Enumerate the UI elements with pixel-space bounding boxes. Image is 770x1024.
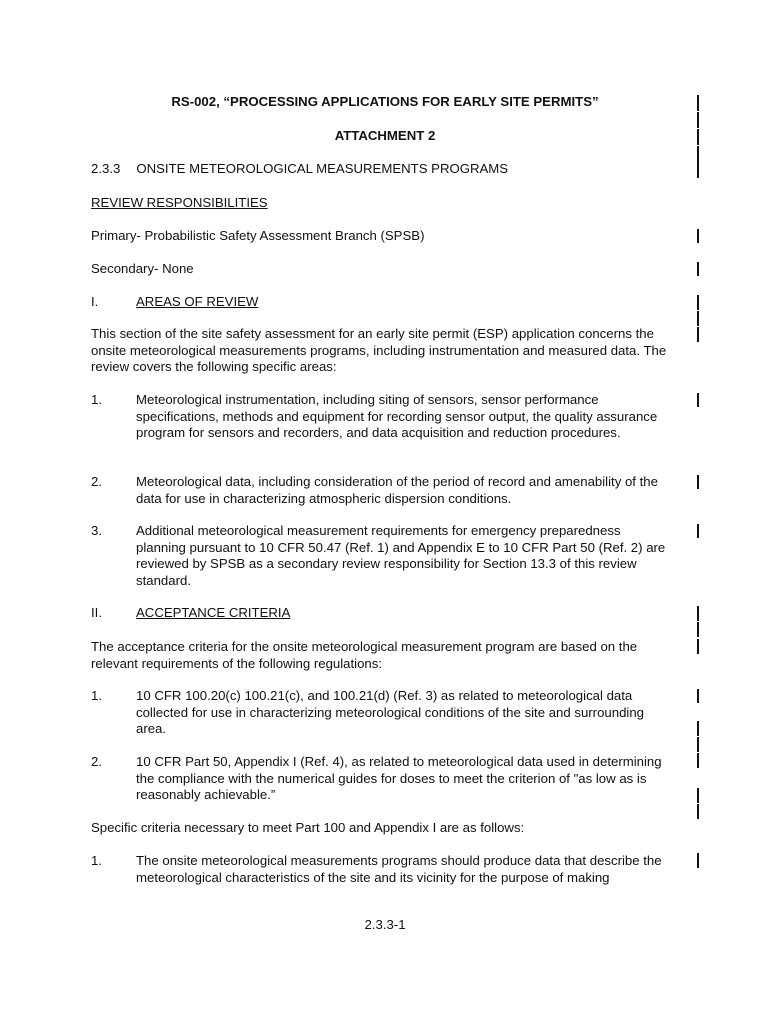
revision-bar [697,475,699,489]
list-number: 3. [91,523,102,538]
section-title: ONSITE METEOROLOGICAL MEASUREMENTS PROGRAMS [136,161,509,176]
revision-bar [697,788,699,803]
revision-bar [697,606,699,621]
revision-bar [697,639,699,654]
revision-bar [697,129,699,145]
section-numeral: II. [91,605,102,620]
section-number: 2.3.3 [91,161,121,176]
revision-bar [697,327,699,342]
revision-bar [697,311,699,326]
revision-bar [697,146,699,162]
section-numeral: I. [91,294,99,309]
list-number: 1. [91,392,102,407]
revision-bar [697,804,699,819]
revision-bar [697,262,699,276]
revision-bar [697,689,699,703]
revision-bar [697,295,699,310]
list-text: 10 CFR Part 50, Appendix I (Ref. 4), as related to meteorological data used in determining the compliance with the numerical guides for doses to meet the criterion of "as low as is reasonably achievable.” [136,754,662,803]
list-text: 10 CFR 100.20(c) 100.21(c), and 100.21(d) (Ref. 3) as related to meteorological data collected for use in characterizing meteorological conditions of the site and surrounding area. [136,688,645,737]
attachment-label: ATTACHMENT 2 [334,128,436,143]
list-text: Meteorological data, including consideration of the period of record and amenability of the data for use in characterizing atmospheric dispersion conditions. [136,474,658,506]
secondary-responsibility: Secondary- None [91,261,194,276]
heading-text: AREAS OF REVIEW [136,294,259,309]
revision-bar [697,95,699,111]
list-number: 1. [91,688,102,703]
areas-intro-paragraph: This section of the site safety assessment for an early site permit (ESP) application concerns the onsite meteorological measurements programs, including instrumentation and measured data. The review covers the following specific areas: [91,326,667,375]
list-text: Meteorological instrumentation, including siting of sensors, sensor performance specifications, methods and equipment for recording sensor output, the quality assurance program for sensors and recorders, and data acquisition and reduction procedures. [136,392,658,441]
list-number: 1. [91,853,102,868]
revision-bar [697,162,699,178]
revision-bar [697,853,699,868]
list-number: 2. [91,474,102,489]
revision-bar [697,524,699,538]
revision-bar [697,622,699,637]
document-title: RS-002, “PROCESSING APPLICATIONS FOR EARLY SITE PERMITS” [171,94,599,109]
heading-text: ACCEPTANCE CRITERIA [136,605,291,620]
review-responsibilities-heading: REVIEW RESPONSIBILITIES [91,195,268,210]
section-heading [91,161,673,178]
primary-responsibility: Primary- Probabilistic Safety Assessment Branch (SPSB) [91,228,425,243]
acceptance-intro-paragraph: The acceptance criteria for the onsite meteorological measurement program are based on the relevant requirements of the following regulations: [91,639,638,671]
page-number: 2.3.3-1 [364,917,406,932]
revision-bar [697,753,699,768]
list-number: 2. [91,754,102,769]
revision-bar [697,229,699,243]
revision-bar [697,721,699,736]
revision-bar [697,737,699,752]
revision-bar [697,393,699,407]
list-text: Additional meteorological measurement requirements for emergency preparedness planning pursuant to 10 CFR 50.47 (Ref. 1) and Appendix E to 10 CFR Part 50 (Ref. 2) are reviewed by SPSB as a secondary review responsibility for Section 13.3 of this review standard. [136,523,666,588]
list-text: The onsite meteorological measurements programs should produce data that describe the meteorological characteristics of the site and its vicinity for the purpose of making [136,853,662,885]
specific-criteria-intro: Specific criteria necessary to meet Part 100 and Appendix I are as follows: [91,820,525,835]
revision-bar [697,112,699,128]
